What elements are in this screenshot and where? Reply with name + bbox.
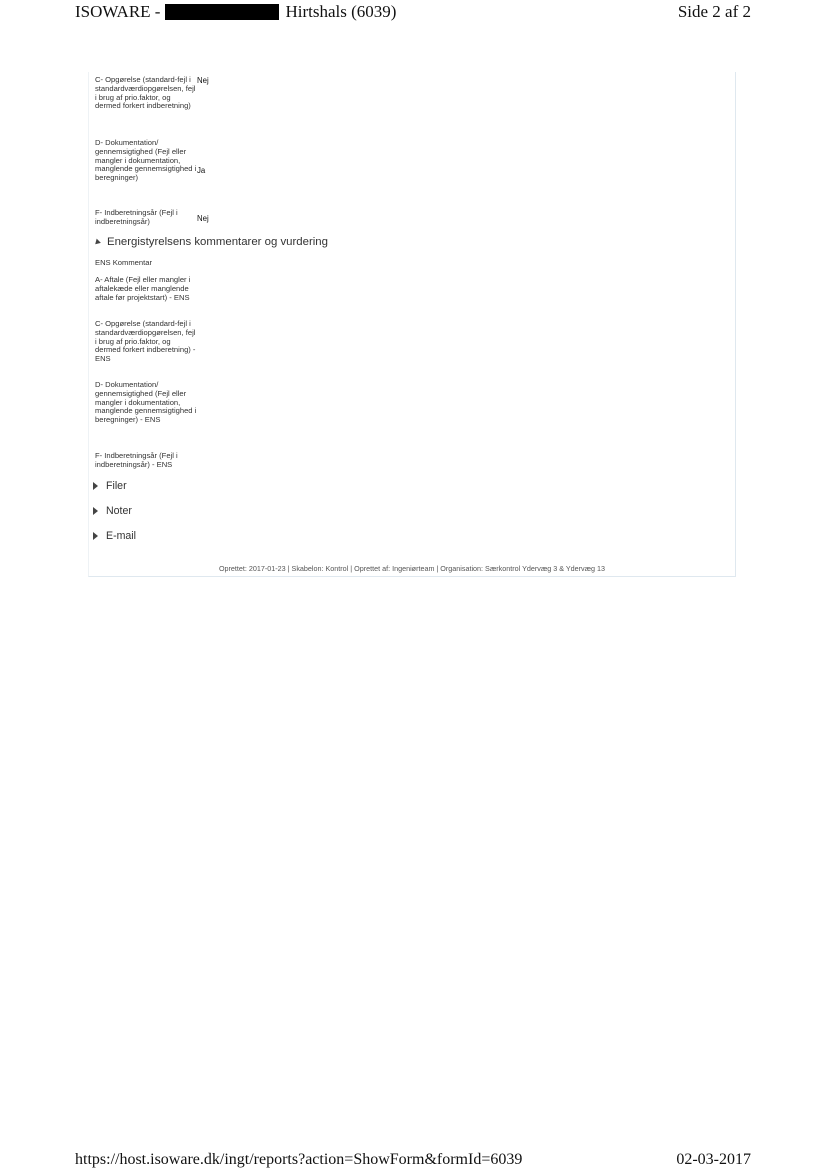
section-toggle-email[interactable] — [93, 530, 136, 542]
ens-field-dokumentation: D- Dokumentation/ gennemsigtighed (Fejl eller mangler i dokumentation, manglende gennemsigtighed i beregninger) - ENS — [95, 380, 197, 425]
form-panel — [88, 72, 736, 577]
section-label-email: E-mail — [106, 530, 137, 542]
section-toggle-noter[interactable] — [93, 505, 132, 517]
field-value-opgorelse: Nej — [197, 76, 209, 85]
print-footer-url: https://host.isoware.dk/ingt/reports?action=ShowForm&formId=6039 — [75, 1151, 523, 1168]
record-meta: Oprettet: 2017-01-23 | Skabelon: Kontrol | Oprettet af: Ingeniørteam | Organisation: Særkontrol Ydervæg 3 & Ydervæg 13 — [218, 564, 606, 573]
section-toggle-filer[interactable] — [93, 480, 127, 492]
section-label-noter: Noter — [106, 505, 132, 517]
ens-field-kommentar: ENS Kommentar — [95, 258, 152, 267]
project-title: Hirtshals (6039) — [285, 2, 397, 21]
field-label-opgorelse: C- Opgørelse (standard-fejl i standardværdiopgørelsen, fejl i brug af prio.faktor, og dermed forkert indberetning) — [95, 75, 196, 111]
section-label-filer: Filer — [106, 480, 127, 492]
ens-field-indberetningsar: F- Indberetningsår (Fejl i indberetningsår) - ENS — [95, 451, 178, 469]
print-footer-date: 02-03-2017 — [676, 1151, 751, 1168]
page-number: Side 2 af 2 — [677, 2, 751, 21]
redaction-bar — [165, 4, 279, 20]
ens-field-opgorelse: C- Opgørelse (standard-fejl i standardværdiopgørelsen, fejl i brug af prio.faktor, og dermed forkert indberetning) - ENS — [95, 319, 196, 364]
caret-right-icon — [93, 532, 98, 540]
ens-field-aftale: A- Aftale (Fejl eller mangler i aftalekæde eller manglende aftale før projektstart) - ENS — [95, 275, 191, 302]
print-header-left — [75, 2, 396, 22]
caret-right-icon — [93, 482, 98, 490]
section-title-ens: Energistyrelsens kommentarer og vurdering — [107, 236, 328, 248]
field-value-indberetningsar: Nej — [197, 214, 209, 223]
caret-down-icon — [93, 238, 101, 246]
app-name: ISOWARE - — [75, 2, 161, 21]
field-label-dokumentation: D- Dokumentation/ gennemsigtighed (Fejl eller mangler i dokumentation, manglende gennemsigtighed i beregninger) — [95, 138, 197, 183]
field-label-indberetningsar: F- Indberetningsår (Fejl i indberetningsår) — [95, 208, 178, 226]
field-value-dokumentation: Ja — [197, 166, 206, 175]
caret-right-icon — [93, 507, 98, 515]
section-toggle-ens[interactable] — [94, 236, 328, 248]
